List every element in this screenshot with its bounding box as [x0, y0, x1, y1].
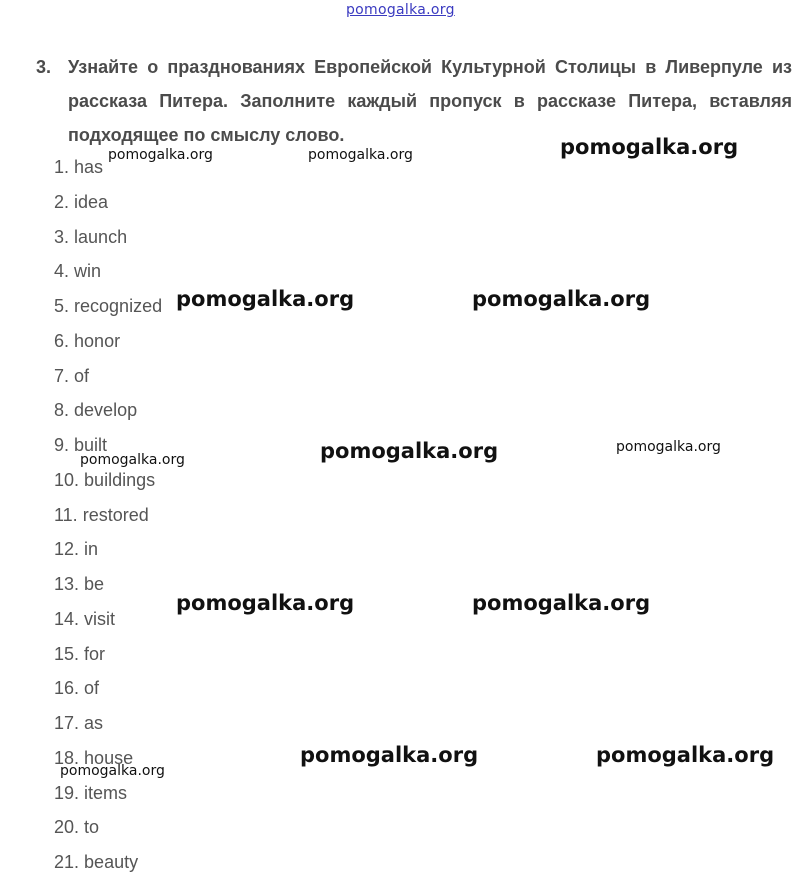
answer-item	[54, 359, 162, 394]
watermark: pomogalka.org	[560, 135, 739, 159]
answer-item	[54, 706, 162, 741]
answer-number: 14.	[54, 608, 80, 629]
answer-item	[54, 393, 162, 428]
answer-word: develop	[74, 400, 138, 421]
answer-number: 12.	[54, 539, 80, 560]
answer-word: of	[84, 678, 100, 699]
answer-item	[54, 671, 162, 706]
answer-item	[54, 776, 162, 811]
answer-word: to	[84, 817, 100, 838]
answer-word: buildings	[84, 469, 156, 490]
answer-item	[54, 220, 162, 255]
answer-word: for	[84, 643, 106, 664]
answer-number: 20.	[54, 817, 80, 838]
answer-number: 13.	[54, 574, 80, 594]
site-mark: pomogalka.org	[346, 2, 455, 18]
answer-number: 2.	[54, 191, 70, 212]
answer-number: 6.	[54, 330, 70, 351]
watermark: pomogalka.org	[60, 763, 165, 779]
answer-word: win	[74, 261, 102, 282]
watermark: pomogalka.org	[300, 743, 479, 767]
answer-number: 10.	[54, 469, 80, 490]
answer-number: 3.	[54, 226, 70, 247]
answer-word: be	[84, 574, 105, 594]
answer-word: has	[74, 157, 104, 177]
answer-number: 18.	[54, 747, 80, 768]
answer-item	[54, 532, 162, 567]
answer-word: built	[74, 435, 108, 455]
watermark: pomogalka.org	[320, 439, 499, 463]
watermark: pomogalka.org	[472, 591, 651, 615]
answer-number: 15.	[54, 643, 80, 664]
answer-word: restored	[82, 504, 149, 525]
answer-word: honor	[74, 330, 121, 351]
answer-item	[54, 498, 162, 533]
watermark: pomogalka.org	[308, 147, 413, 163]
answer-number: 21.	[54, 852, 80, 872]
answer-word: as	[84, 713, 104, 733]
answer-number: 11.	[54, 504, 78, 525]
answer-number: 16.	[54, 678, 80, 699]
answer-number: 7.	[54, 365, 70, 386]
answer-number: 1.	[54, 157, 70, 177]
watermark: pomogalka.org	[176, 591, 355, 615]
answer-item	[54, 845, 162, 880]
task-text: Узнайте о празднованиях Европейской Культурной Столицы в Ливерпуле из рассказа Питера. Заполните каждый пропуск в рассказе Питера, вставляя подходящее по смыслу слово.	[68, 57, 792, 145]
answer-number: 9.	[54, 435, 70, 455]
answer-word: beauty	[84, 852, 139, 872]
watermark: pomogalka.org	[596, 743, 775, 767]
answer-word: items	[84, 782, 128, 803]
answer-item	[54, 289, 162, 324]
answer-item	[54, 637, 162, 672]
answer-item	[54, 810, 162, 845]
answer-word: visit	[84, 608, 116, 629]
answer-item	[54, 185, 162, 220]
answer-number: 19.	[54, 782, 80, 803]
watermark: pomogalka.org	[80, 452, 185, 468]
answer-number: 4.	[54, 261, 70, 282]
answer-word: recognized	[74, 296, 163, 316]
answer-item	[54, 254, 162, 289]
answer-number: 8.	[54, 400, 70, 421]
answer-word: in	[84, 539, 99, 560]
watermark: pomogalka.org	[176, 287, 355, 311]
answer-word: house	[84, 747, 134, 768]
answer-number: 17.	[54, 713, 80, 733]
watermark: pomogalka.org	[616, 439, 721, 455]
answer-word: of	[74, 365, 90, 386]
watermark: pomogalka.org	[108, 147, 213, 163]
answer-word: launch	[74, 226, 128, 247]
task-number: 3.	[36, 57, 52, 77]
answer-item	[54, 567, 162, 602]
answer-item	[54, 602, 162, 637]
answer-word: idea	[74, 191, 109, 212]
answer-item	[54, 324, 162, 359]
answer-number: 5.	[54, 296, 70, 316]
watermark: pomogalka.org	[472, 287, 651, 311]
